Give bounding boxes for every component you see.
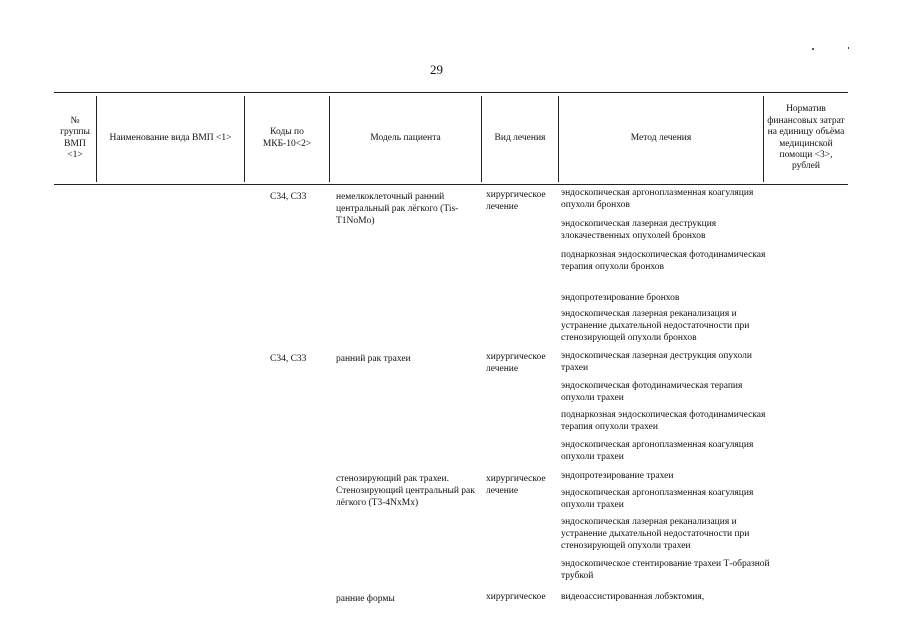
row-icd-codes: C34, C33 xyxy=(270,354,307,364)
method-item: эндопротезирование трахеи xyxy=(561,471,674,481)
scan-speck xyxy=(848,47,849,49)
row-patient-model: немелкоклеточный ранний центральный рак лёгкого (Tis-T1NoMo) xyxy=(336,192,459,226)
header-icd-codes: Коды по МКБ-10<2> xyxy=(262,127,312,149)
scan-speck xyxy=(812,48,814,50)
row-patient-model: ранние формы xyxy=(336,594,395,604)
method-item: эндоскопическая лазерная реканализация и устранение дыхательной недостаточности при стенозирующей опухоли бронхов xyxy=(561,309,750,343)
method-item: поднаркозная эндоскопическая фотодинамическая терапия опухоли трахеи xyxy=(561,410,766,432)
header-treatment-type: Вид лечения xyxy=(494,132,546,143)
row-treatment-type: хирургическое лечение xyxy=(486,474,546,496)
header-vmp-name: Наименование вида ВМП <1> xyxy=(109,132,232,143)
row-icd-codes: C34, C33 xyxy=(270,192,307,202)
method-item: видеоассистированная лобэктомия, xyxy=(561,592,705,602)
method-item: эндоскопическая аргоноплазменная коагуляция опухоли бронхов xyxy=(561,188,754,210)
header-cost-norm: Норматив финансовых затрат на единицу объёма медицинской помощи <3>, рублей xyxy=(767,104,845,172)
header-patient-model: Модель пациента xyxy=(370,132,441,143)
row-treatment-type: хирургическое лечение xyxy=(486,352,546,374)
row-patient-model: стенозирующий рак трахеи. Стенозирующий центральный рак лёгкого (T3-4NxMx) xyxy=(336,474,475,508)
row-treatment-type: хирургическое xyxy=(486,592,546,602)
method-item: эндоскопическая фотодинамическая терапия опухоли трахеи xyxy=(561,381,743,403)
page-number: 29 xyxy=(430,62,443,77)
method-item: эндоскопическая аргоноплазменная коагуляция опухоли трахеи xyxy=(561,440,754,462)
method-item: эндоскопическая лазерная реканализация и устранение дыхательной недостаточности при стенозирующей опухоли трахеи xyxy=(561,517,750,551)
method-item: эндопротезирование бронхов xyxy=(561,293,680,303)
table-header xyxy=(54,92,848,185)
method-item: эндоскопическая лазерная деструкция опухоли трахеи xyxy=(561,351,752,373)
row-patient-model: ранний рак трахеи xyxy=(336,354,411,364)
method-item: эндоскопическая аргоноплазменная коагуляция опухоли трахеи xyxy=(561,488,754,510)
method-item: эндоскопическое стентирование трахеи Т-образной трубкой xyxy=(561,559,770,581)
header-treatment-method: Метод лечения xyxy=(630,132,692,143)
method-item: эндоскопическая лазерная деструкция злокачественных опухолей бронхов xyxy=(561,219,717,241)
header-group-number: № группы ВМП <1> xyxy=(60,115,90,160)
row-treatment-type: хирургическое лечение xyxy=(486,190,546,212)
method-item: поднаркозная эндоскопическая фотодинамическая терапия опухоли бронхов xyxy=(561,250,766,272)
